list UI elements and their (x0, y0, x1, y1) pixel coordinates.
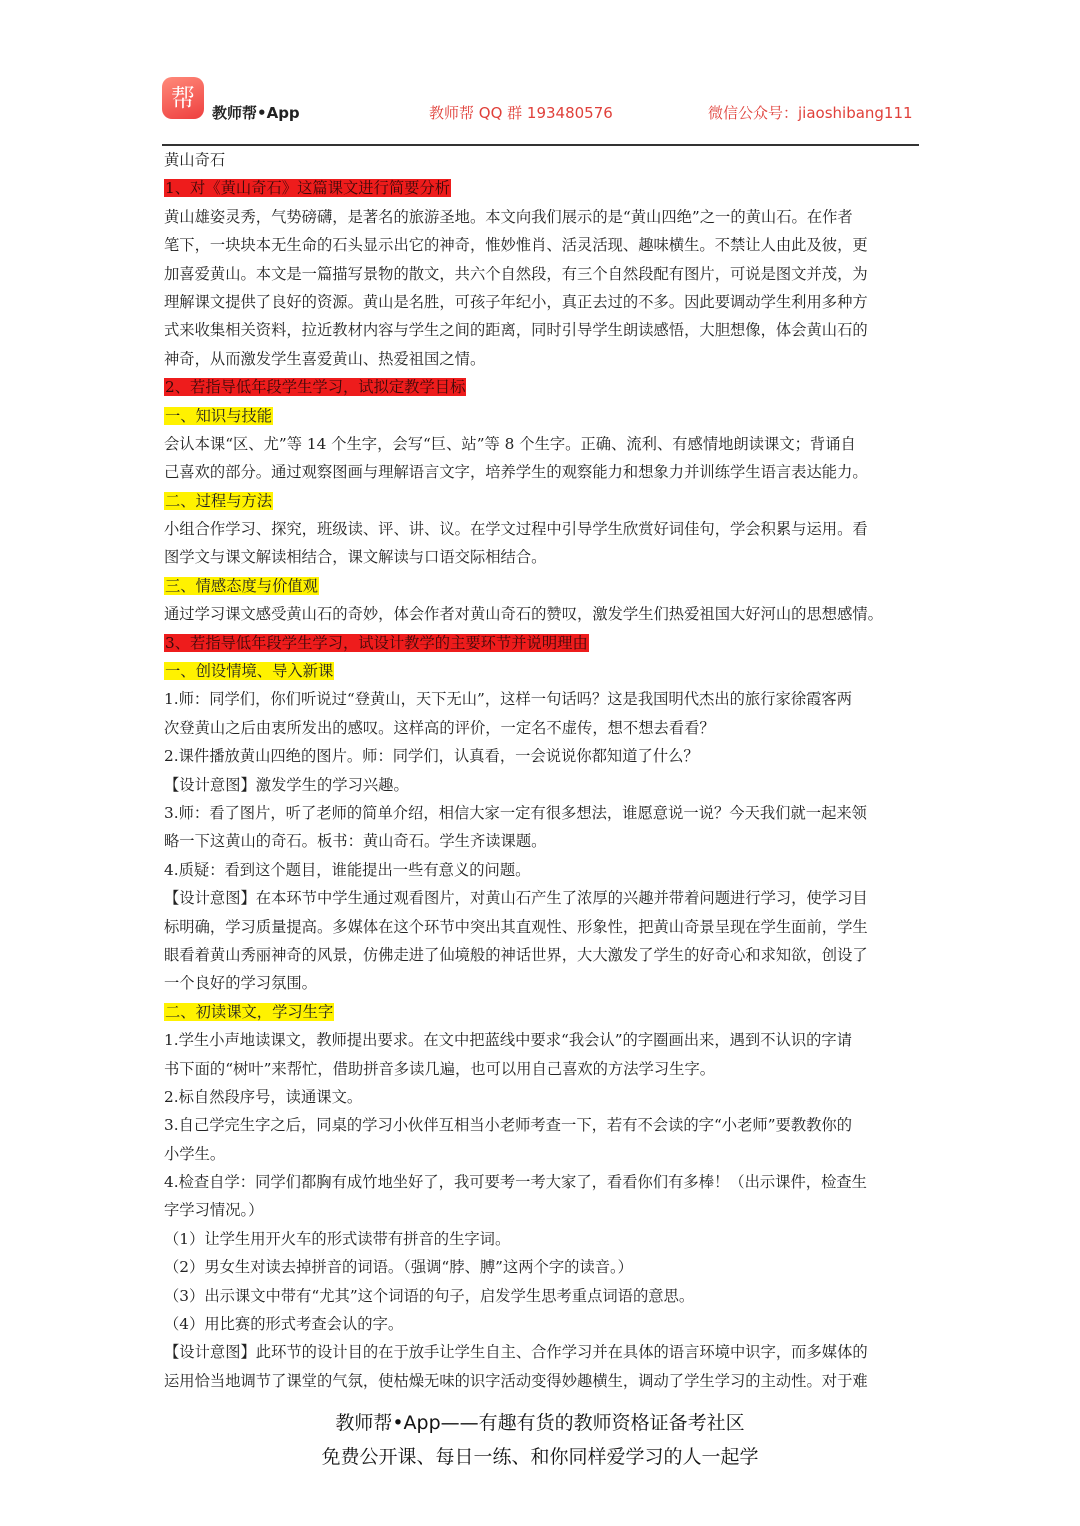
heading-emotion: 三、情感态度与价值观 (165, 576, 318, 595)
step2-paragraph (164, 1026, 917, 1395)
app-logo (162, 77, 204, 119)
text-line: 黄山雄姿灵秀，气势磅礴，是著名的旅游圣地。本文向我们展示的是“黄山四绝”之一的黄山石。在作者 (164, 207, 853, 226)
wechat-account: 微信公众号：jiaoshibang111 (708, 104, 913, 122)
text-line: （1）让学生用开火车的形式读带有拼音的生字词。 (164, 1229, 511, 1248)
text-line: 3.自己学完生字之后，同桌的学习小伙伴互相当小老师考查一下，若有不会读的字“小老师”要教教你的 (164, 1116, 853, 1135)
text-line: （4）用比赛的形式考查会认的字。 (164, 1315, 404, 1334)
emotion-paragraph (164, 600, 917, 628)
text-line: 式来收集相关资料，拉近教材内容与学生之间的距离，同时引导学生朗读感悟，大胆想像，体会黄山石的 (164, 321, 868, 340)
text-line: 字学习情况。） (164, 1201, 264, 1220)
text-line: 会认本课“区、尤”等 14 个生字，会写“巨、站”等 8 个生字。正确、流利、有感情地朗读课文；背诵自 (164, 434, 856, 453)
text-line: 略一下这黄山的奇石。板书：黄山奇石。学生齐读课题。 (164, 832, 547, 851)
text-line: 1.师：同学们，你们听说过“登黄山，天下无山”，这样一句话吗？这是我国明代杰出的旅行家徐霞客两 (164, 690, 853, 709)
text-line: 己喜欢的部分。通过观察图画与理解语言文字，培养学生的观察能力和想象力并训练学生语言表达能力。 (164, 463, 868, 482)
footer-slogan: 教师帮•App——有趣有货的教师资格证备考社区 (335, 1412, 745, 1434)
heading-knowledge: 一、知识与技能 (165, 406, 273, 425)
text-line: 2.课件播放黄山四绝的图片。师：同学们，认真看，一会说说你都知道了什么？ (164, 747, 699, 766)
text-line: 神奇，从而激发学生喜爱黄山、热爱祖国之情。 (164, 349, 486, 368)
question-1: 1、对《黄山奇石》这篇课文进行简要分析 (165, 179, 451, 198)
text-line: 4.质疑：看到这个题目，谁能提出一些有意义的问题。 (164, 860, 531, 879)
page-footer (0, 1406, 1080, 1474)
question-1-row (164, 174, 917, 202)
heading-process: 二、过程与方法 (165, 491, 273, 510)
heading-emotion-row (164, 572, 917, 600)
text-line: 眼看着黄山秀丽神奇的风景，仿佛走进了仙境般的神话世界，大大激发了学生的好奇心和求知欲，创设了 (164, 945, 868, 964)
text-line: 加喜爱黄山。本文是一篇描写景物的散文，共六个自然段，有三个自然段配有图片，可说是图文并茂，为 (164, 264, 868, 283)
text-line: 一个良好的学习氛围。 (164, 974, 317, 993)
text-line: 【设计意图】激发学生的学习兴趣。 (164, 775, 409, 794)
logo-char: 帮 (171, 84, 195, 112)
question-3: 3、若指导低年段学生学习，试设计教学的主要环节并说明理由 (165, 633, 588, 652)
text-line: 笔下，一块块本无生命的石头显示出它的神奇，惟妙惟肖、活灵活现、趣味横生。不禁让人由此及彼，更 (164, 236, 868, 255)
analysis-paragraph (164, 203, 917, 373)
heading-process-row (164, 487, 917, 515)
text-line: 理解课文提供了良好的资源。黄山是名胜，可孩子年纪小，真正去过的不多。因此要调动学生利用多种方 (164, 292, 868, 311)
text-line: 标明确，学习质量提高。多媒体在这个环节中突出其直观性、形象性，把黄山奇景呈现在学生面前，学生 (164, 917, 868, 936)
step1-paragraph (164, 685, 917, 997)
text-line: 次登黄山之后由衷所发出的感叹。这样高的评价，一定名不虚传，想不想去看看？ (164, 718, 715, 737)
text-line: 【设计意图】此环节的设计目的在于放手让学生自主、合作学习并在具体的语言环境中识字，而多媒体的 (164, 1343, 868, 1362)
text-line: （2）男女生对读去掉拼音的词语。（强调“脖、膊”这两个字的读音。） (164, 1258, 633, 1277)
doc-title: 黄山奇石 (164, 151, 226, 169)
heading-step1: 一、创设情境、导入新课 (165, 662, 334, 681)
text-line: 【设计意图】在本环节中学生通过观看图片，对黄山石产生了浓厚的兴趣并带着问题进行学习，使学习目 (164, 889, 868, 908)
footer-tagline: 免费公开课、每日一练、和你同样爱学习的人一起学 (321, 1446, 759, 1468)
heading-step2: 二、初读课文，学习生字 (165, 1002, 334, 1021)
qq-group: 教师帮 QQ 群 193480576 (429, 104, 613, 122)
text-line: 书下面的“树叶”来帮忙，借助拼音多读几遍，也可以用自己喜欢的方法学习生字。 (164, 1059, 716, 1078)
text-line: 1.学生小声地读课文，教师提出要求。在文中把蓝线中要求“我会认”的字圈画出来，遇到不认识的字请 (164, 1031, 853, 1050)
question-2: 2、若指导低年段学生学习，试拟定教学目标 (165, 378, 466, 397)
brand-name: 教师帮•App (212, 104, 300, 122)
process-paragraph (164, 515, 917, 572)
heading-step2-row (164, 998, 917, 1026)
text-line: 图学文与课文解读相结合，课文解读与口语交际相结合。 (164, 548, 547, 567)
heading-step1-row (164, 657, 917, 685)
heading-knowledge-row (164, 402, 917, 430)
question-3-row (164, 629, 917, 657)
text-line: 4.检查自学：同学们都胸有成竹地坐好了，我可要考一考大家了，看看你们有多棒！（出示课件，检查生 (164, 1173, 867, 1192)
document-body (164, 146, 917, 1395)
text-line: 3.师：看了图片，听了老师的简单介绍，相信大家一定有很多想法，谁愿意说一说？今天我们就一起来领 (164, 803, 867, 822)
knowledge-paragraph (164, 430, 917, 487)
question-2-row (164, 373, 917, 401)
page-header (162, 75, 919, 147)
text-line: 运用恰当地调节了课堂的气氛，使枯燥无味的识字活动变得妙趣横生，调动了学生学习的主动性。对于难 (164, 1371, 868, 1390)
text-line: 通过学习课文感受黄山石的奇妙，体会作者对黄山奇石的赞叹，激发学生们热爱祖国大好河山的思想感情。 (164, 605, 883, 624)
text-line: 小组合作学习、探究，班级读、评、讲、议。在学文过程中引导学生欣赏好词佳句，学会积累与运用。看 (164, 520, 868, 539)
text-line: 小学生。 (164, 1144, 226, 1163)
text-line: 2.标自然段序号，读通课文。 (164, 1087, 363, 1106)
text-line: （3）出示课文中带有“尤其”这个词语的句子，启发学生思考重点词语的意思。 (164, 1286, 695, 1305)
